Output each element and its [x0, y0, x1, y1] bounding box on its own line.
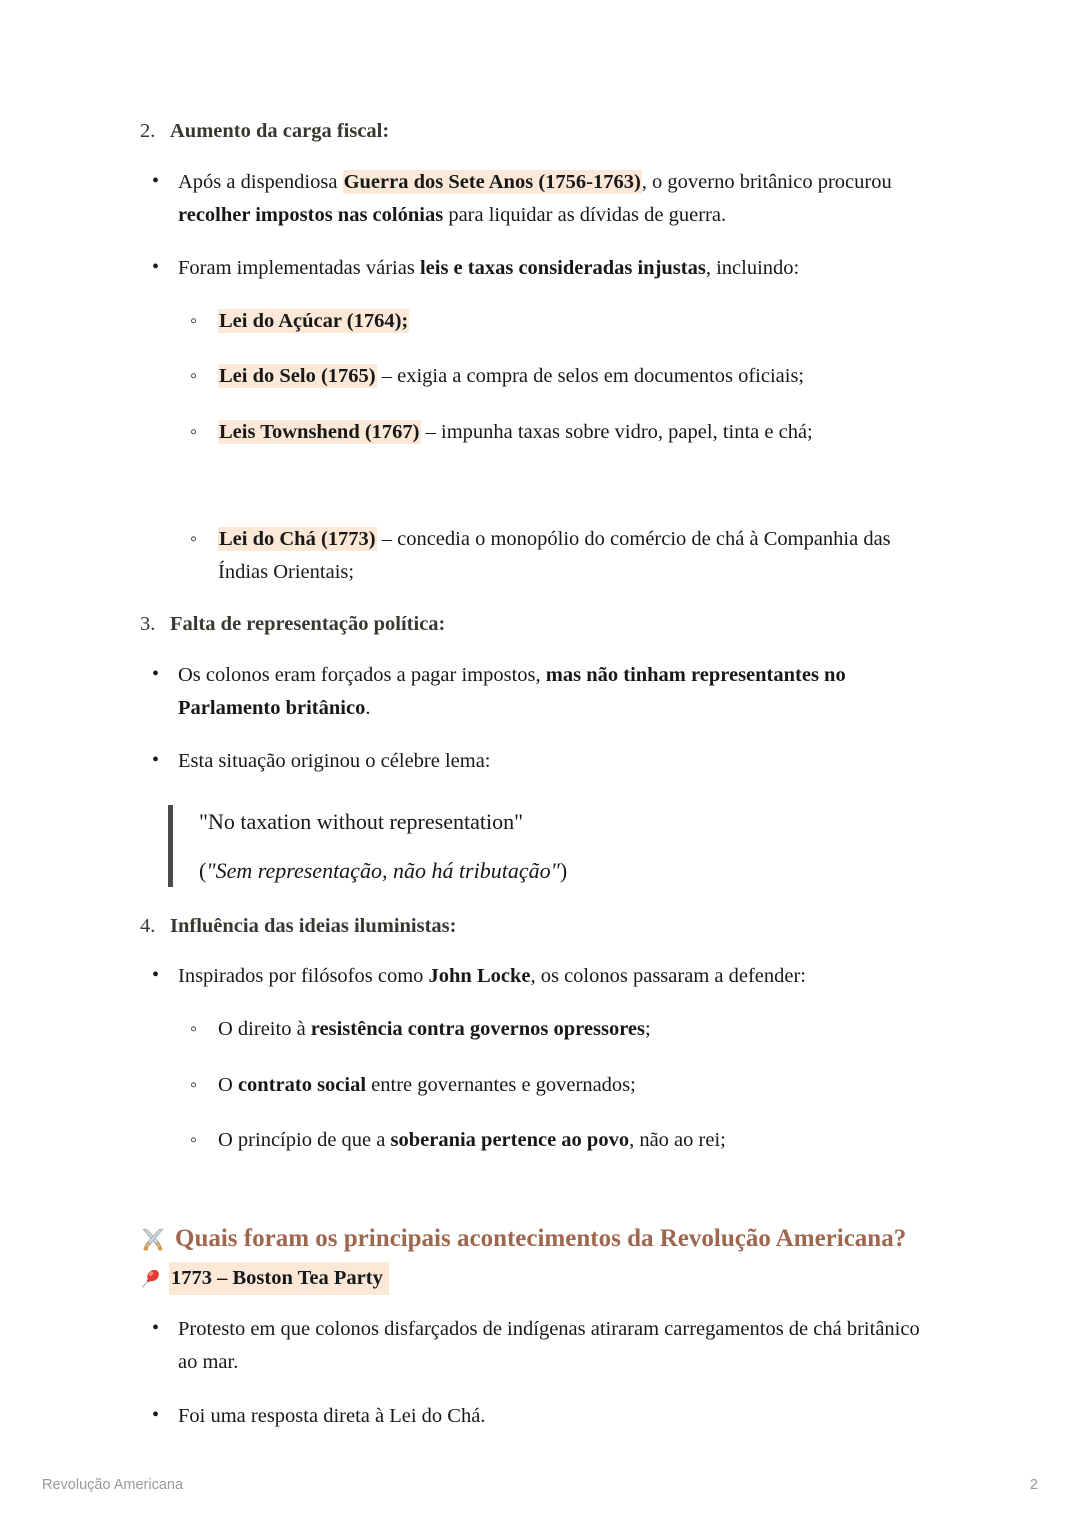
footer-page-number: 2 — [1029, 1477, 1038, 1493]
bold-term: leis e taxas consideradas injustas — [419, 257, 706, 280]
bold-term: mas não tinham representantes no Parlamento britânico — [178, 663, 846, 720]
list-number: 3. — [140, 613, 156, 636]
bold-term: resistência contra governos opressores — [310, 1018, 646, 1041]
text-fragment: . — [365, 697, 371, 720]
numbered-heading-4 — [140, 913, 940, 941]
footer-document-title: Revolução Americana — [42, 1477, 184, 1493]
numbered-heading-2 — [140, 118, 940, 146]
bullet-item — [140, 1400, 940, 1433]
layout-gap — [140, 471, 940, 523]
section-heading-events — [140, 1223, 940, 1256]
text-fragment: O direito à — [218, 1018, 311, 1041]
list-number: 2. — [140, 120, 156, 142]
list-heading-text: Influência das ideias iluministas: — [170, 914, 457, 937]
bullet-item — [140, 1313, 940, 1379]
bold-term: soberania pertence ao povo — [390, 1128, 630, 1151]
text-fragment: , o governo britânico procurou — [641, 170, 892, 193]
text-fragment: ) — [559, 857, 568, 883]
crossed-swords-icon — [140, 1226, 166, 1252]
list-heading-text: Aumento da carga fiscal: — [170, 120, 390, 142]
sub-bullet-item — [140, 1069, 940, 1102]
highlighted-term: Guerra dos Sete Anos (1756-1763) — [343, 170, 641, 193]
text-fragment: Esta situação originou o célebre lema: — [178, 750, 491, 773]
highlighted-term: Leis Townshend (1767) — [219, 420, 420, 443]
sub-bullet-item — [140, 523, 940, 589]
sub-bullet-item — [140, 1124, 940, 1157]
text-fragment: O princípio de que a — [218, 1128, 391, 1151]
highlighted-term: Lei do Açúcar (1764); — [219, 310, 409, 333]
text-fragment: – impunha taxas sobre vidro, papel, tinta e chá; — [420, 420, 813, 443]
text-fragment: Após a dispendiosa — [178, 170, 343, 193]
text-fragment: Inspirados por filósofos como — [178, 965, 429, 988]
bold-term: contrato social — [237, 1073, 367, 1096]
list-heading-text: Falta de representação política: — [170, 613, 446, 636]
quote-line-original: "No taxation without representation" — [199, 808, 524, 834]
sub-bullet-item — [140, 305, 940, 338]
text-fragment: ; — [645, 1018, 651, 1041]
text-fragment: O — [218, 1073, 238, 1096]
text-fragment: Protesto em que colonos disfarçados de indígenas atiraram carregamentos de chá britânico ao mar. — [178, 1318, 920, 1374]
pushpin-icon — [140, 1267, 162, 1289]
text-fragment: Os colonos eram forçados a pagar impostos, — [178, 663, 546, 686]
document-content — [140, 118, 940, 1433]
text-fragment: para liquidar as dívidas de guerra. — [443, 203, 727, 226]
text-fragment: , os colonos passaram a defender: — [530, 965, 807, 988]
text-fragment: – exigia a compra de selos em documentos oficiais; — [376, 365, 805, 388]
subsection-heading-boston-tea-party — [140, 1262, 940, 1296]
text-fragment: , incluindo: — [705, 257, 800, 280]
bullet-item — [140, 659, 940, 725]
bold-term: recolher impostos nas colónias — [178, 203, 444, 226]
text-fragment: ( — [199, 857, 207, 883]
bullet-item — [140, 745, 940, 778]
section-heading-text: Quais foram os principais acontecimentos da Revolução Americana? — [175, 1225, 907, 1253]
text-fragment: Foram implementadas várias — [178, 257, 420, 280]
sub-bullet-item — [140, 1013, 940, 1046]
highlighted-term: Lei do Selo (1765) — [219, 365, 376, 388]
bullet-item — [140, 960, 940, 993]
blockquote — [168, 805, 940, 887]
bullet-item — [140, 252, 940, 285]
text-fragment: , não ao rei; — [629, 1128, 726, 1151]
subsection-heading-text: 1773 – Boston Tea Party — [169, 1262, 389, 1296]
highlighted-term: Lei do Chá (1773) — [219, 527, 376, 550]
bold-term: John Locke — [428, 965, 531, 988]
text-fragment: entre governantes e governados; — [366, 1073, 636, 1096]
list-number: 4. — [140, 914, 156, 937]
quote-line-translation — [199, 854, 940, 887]
bullet-item — [140, 166, 940, 232]
page-footer — [0, 1477, 1080, 1493]
numbered-heading-3 — [140, 611, 940, 639]
quote-italic-text: "Sem representação, não há tributação" — [206, 857, 560, 883]
sub-bullet-item — [140, 360, 940, 393]
text-fragment: Foi uma resposta direta à Lei do Chá. — [178, 1404, 486, 1427]
sub-bullet-item — [140, 416, 940, 449]
text-fragment: – concedia o monopólio do comércio de chá à Companhia das Índias Orientais; — [218, 527, 891, 584]
